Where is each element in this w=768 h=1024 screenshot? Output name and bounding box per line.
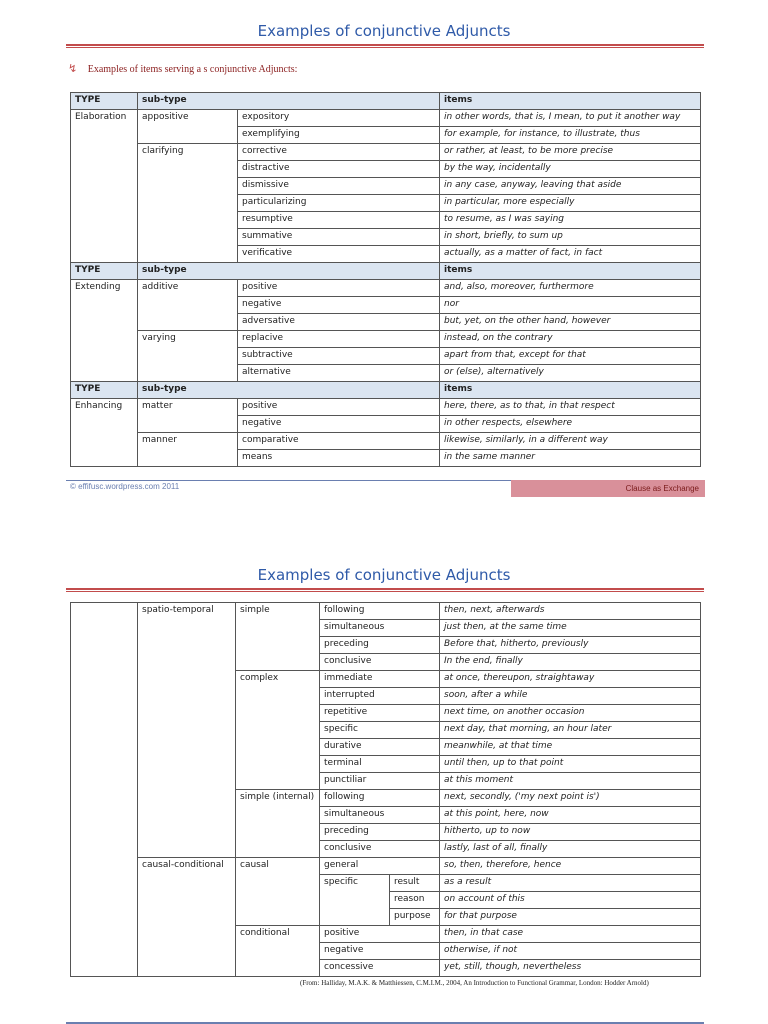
header-items: items	[440, 263, 701, 280]
items-cell: instead, on the contrary	[440, 331, 701, 348]
header-type: TYPE	[71, 263, 138, 280]
kind-cell: alternative	[238, 365, 440, 382]
table-row	[71, 144, 701, 161]
header-type: TYPE	[71, 93, 138, 110]
items-cell: actually, as a matter of fact, in fact	[440, 246, 701, 263]
page-title: Examples of conjunctive Adjuncts	[257, 566, 511, 584]
kind-cell: summative	[238, 229, 440, 246]
items-cell: as a result	[440, 875, 701, 892]
items-cell: in other words, that is, I mean, to put it another way	[440, 110, 701, 127]
table-row	[71, 858, 701, 875]
table-row	[71, 280, 701, 297]
category-cell: spatio-temporal	[138, 603, 236, 858]
items-cell: or rather, at least, to be more precise	[440, 144, 701, 161]
items-cell: here, there, as to that, in that respect	[440, 399, 701, 416]
footer-rule	[66, 480, 511, 481]
subtype-cell: varying	[138, 331, 238, 382]
subtype-cell: appositive	[138, 110, 238, 144]
items-cell: in any case, anyway, leaving that aside	[440, 178, 701, 195]
table-row	[71, 399, 701, 416]
footer-section-label: Clause as Exchange	[511, 480, 705, 497]
subtype-cell: causal	[236, 858, 320, 926]
kind-cell: general	[320, 858, 440, 875]
conjunctive-table-2	[70, 602, 701, 977]
items-cell: next day, that morning, an hour later	[440, 722, 701, 739]
kind-cell: comparative	[238, 433, 440, 450]
items-cell: likewise, similarly, in a different way	[440, 433, 701, 450]
items-cell: just then, at the same time	[440, 620, 701, 637]
bullet-icon: ↯	[68, 63, 78, 75]
kind-cell: means	[238, 450, 440, 467]
items-cell: then, in that case	[440, 926, 701, 943]
header-subtype: sub-type	[138, 263, 440, 280]
table-row	[71, 603, 701, 620]
table-row	[71, 433, 701, 450]
items-cell: in the same manner	[440, 450, 701, 467]
kind-cell: punctiliar	[320, 773, 440, 790]
items-cell: soon, after a while	[440, 688, 701, 705]
kind-cell: following	[320, 603, 440, 620]
subtype-cell: conditional	[236, 926, 320, 977]
title-rule	[66, 44, 704, 48]
kind-cell: concessive	[320, 960, 440, 977]
items-cell: otherwise, if not	[440, 943, 701, 960]
kind-cell: positive	[238, 280, 440, 297]
detail-cell: result	[390, 875, 440, 892]
kind-cell: negative	[238, 297, 440, 314]
kind-cell: negative	[320, 943, 440, 960]
kind-cell: distractive	[238, 161, 440, 178]
subtype-cell: matter	[138, 399, 238, 433]
kind-cell: positive	[320, 926, 440, 943]
type-cell: Enhancing	[71, 399, 138, 467]
header-type: TYPE	[71, 382, 138, 399]
items-cell: Before that, hitherto, previously	[440, 637, 701, 654]
header-subtype: sub-type	[138, 93, 440, 110]
items-cell: for example, for instance, to illustrate, thus	[440, 127, 701, 144]
kind-cell: simultaneous	[320, 620, 440, 637]
items-cell: on account of this	[440, 892, 701, 909]
items-cell: In the end, finally	[440, 654, 701, 671]
items-cell: at this point, here, now	[440, 807, 701, 824]
kind-cell: following	[320, 790, 440, 807]
subtype-cell: simple (internal)	[236, 790, 320, 858]
header-items: items	[440, 93, 701, 110]
items-cell: but, yet, on the other hand, however	[440, 314, 701, 331]
kind-cell: negative	[238, 416, 440, 433]
kind-cell: particularizing	[238, 195, 440, 212]
items-cell: meanwhile, at that time	[440, 739, 701, 756]
items-cell: apart from that, except for that	[440, 348, 701, 365]
items-cell: at this moment	[440, 773, 701, 790]
kind-cell: positive	[238, 399, 440, 416]
conjunctive-table-1	[70, 92, 701, 467]
items-cell: lastly, last of all, finally	[440, 841, 701, 858]
subtype-cell: manner	[138, 433, 238, 467]
kind-cell: preceding	[320, 637, 440, 654]
type-cell: Elaboration	[71, 110, 138, 263]
kind-cell: preceding	[320, 824, 440, 841]
header-items: items	[440, 382, 701, 399]
title-rule	[66, 588, 704, 592]
items-cell: and, also, moreover, furthermore	[440, 280, 701, 297]
kind-cell: conclusive	[320, 841, 440, 858]
page-title: Examples of conjunctive Adjuncts	[257, 22, 511, 40]
intro-line	[68, 62, 297, 75]
table-row	[71, 331, 701, 348]
kind-cell: specific	[320, 875, 390, 926]
kind-cell: simultaneous	[320, 807, 440, 824]
kind-cell: subtractive	[238, 348, 440, 365]
kind-cell: replacive	[238, 331, 440, 348]
detail-cell: reason	[390, 892, 440, 909]
subtype-cell: clarifying	[138, 144, 238, 263]
header-subtype: sub-type	[138, 382, 440, 399]
kind-cell: exemplifying	[238, 127, 440, 144]
items-cell: to resume, as I was saying	[440, 212, 701, 229]
intro-text: Examples of items serving a s conjunctive Adjuncts:	[87, 64, 298, 75]
kind-cell: adversative	[238, 314, 440, 331]
items-cell: hitherto, up to now	[440, 824, 701, 841]
items-cell: nor	[440, 297, 701, 314]
subtype-cell: complex	[236, 671, 320, 790]
kind-cell: conclusive	[320, 654, 440, 671]
kind-cell: corrective	[238, 144, 440, 161]
category-cell: causal-conditional	[138, 858, 236, 977]
items-cell: for that purpose	[440, 909, 701, 926]
items-cell: next, secondly, ('my next point is')	[440, 790, 701, 807]
detail-cell: purpose	[390, 909, 440, 926]
table-header-row	[71, 382, 701, 399]
items-cell: in short, briefly, to sum up	[440, 229, 701, 246]
footer-copyright: © effifusc.wordpress.com 2011	[70, 482, 180, 491]
kind-cell: resumptive	[238, 212, 440, 229]
items-cell: next time, on another occasion	[440, 705, 701, 722]
kind-cell: expository	[238, 110, 440, 127]
kind-cell: immediate	[320, 671, 440, 688]
table-header-row	[71, 93, 701, 110]
items-cell: by the way, incidentally	[440, 161, 701, 178]
items-cell: in other respects, elsewhere	[440, 416, 701, 433]
subtype-cell: additive	[138, 280, 238, 331]
type-cell: Extending	[71, 280, 138, 382]
table-row	[71, 110, 701, 127]
items-cell: at once, thereupon, straightaway	[440, 671, 701, 688]
kind-cell: specific	[320, 722, 440, 739]
subtype-cell: simple	[236, 603, 320, 671]
items-cell: in particular, more especially	[440, 195, 701, 212]
items-cell: then, next, afterwards	[440, 603, 701, 620]
items-cell: yet, still, though, nevertheless	[440, 960, 701, 977]
type-cell-empty	[71, 603, 138, 977]
items-cell: until then, up to that point	[440, 756, 701, 773]
kind-cell: terminal	[320, 756, 440, 773]
kind-cell: dismissive	[238, 178, 440, 195]
table-header-row	[71, 263, 701, 280]
items-cell: so, then, therefore, hence	[440, 858, 701, 875]
kind-cell: repetitive	[320, 705, 440, 722]
kind-cell: durative	[320, 739, 440, 756]
kind-cell: interrupted	[320, 688, 440, 705]
kind-cell: verificative	[238, 246, 440, 263]
items-cell: or (else), alternatively	[440, 365, 701, 382]
source-citation: (From: Halliday, M.A.K. & Matthiessen, C.M.I.M., 2004, An Introduction to Functional Grammar, London: Hodder Arnold)	[300, 979, 649, 987]
